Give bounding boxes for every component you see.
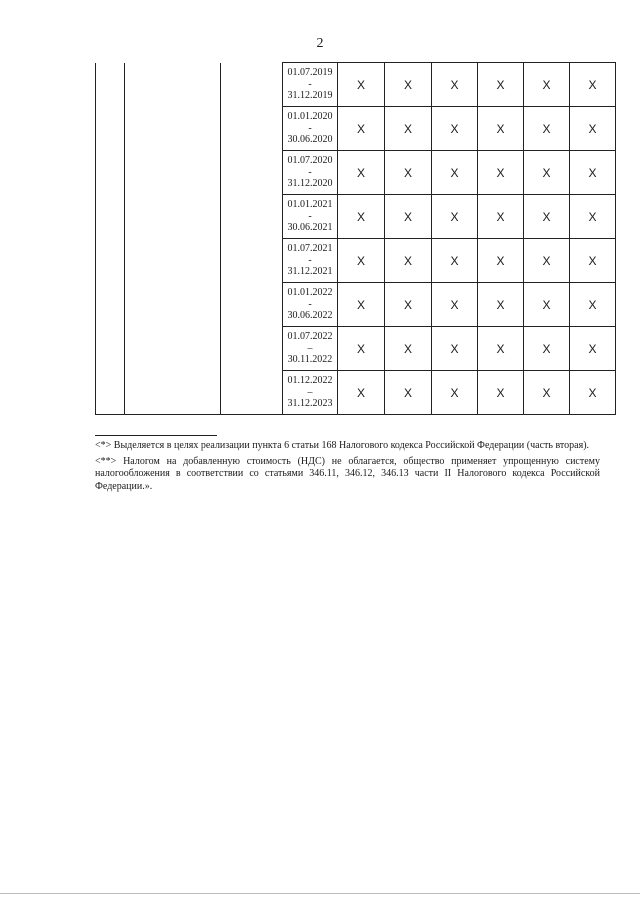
value-cell: X xyxy=(478,151,524,195)
value-cell: X xyxy=(432,63,478,107)
value-cell: X xyxy=(385,283,432,327)
value-cell: X xyxy=(385,151,432,195)
period-line: 01.01.2022 xyxy=(287,287,333,299)
value-cell: X xyxy=(338,195,385,239)
value-cell: X xyxy=(432,239,478,283)
period-cell xyxy=(283,151,338,195)
value-cell: X xyxy=(478,371,524,415)
period-line: 01.12.2022 xyxy=(287,375,333,387)
period-cell xyxy=(283,63,338,107)
value-cell: X xyxy=(524,195,570,239)
period-cell xyxy=(283,327,338,371)
table-row xyxy=(96,63,616,107)
value-cell: X xyxy=(385,63,432,107)
period-line: - xyxy=(308,166,312,178)
footnotes xyxy=(95,440,600,496)
period-line: 01.07.2019 xyxy=(287,67,333,79)
value-cell: X xyxy=(385,371,432,415)
period-line: 31.12.2021 xyxy=(287,266,333,278)
value-cell: X xyxy=(570,239,616,283)
period-line: 31.12.2020 xyxy=(287,178,333,190)
footnote-separator xyxy=(95,435,217,436)
period-line: - xyxy=(308,254,312,266)
period-line: 31.12.2023 xyxy=(287,398,333,410)
value-cell: X xyxy=(432,107,478,151)
value-cell: X xyxy=(385,239,432,283)
value-cell: X xyxy=(385,107,432,151)
period-line: 30.06.2020 xyxy=(287,134,333,146)
value-cell: X xyxy=(524,283,570,327)
period-cell xyxy=(283,195,338,239)
value-cell: X xyxy=(432,195,478,239)
value-cell: X xyxy=(478,283,524,327)
value-cell: X xyxy=(385,195,432,239)
value-cell: X xyxy=(570,371,616,415)
period-cell xyxy=(283,371,338,415)
value-cell: X xyxy=(478,107,524,151)
period-line: – xyxy=(307,386,313,398)
period-line: 01.01.2021 xyxy=(287,199,333,211)
merged-empty-cell xyxy=(125,63,221,415)
period-line: 31.12.2019 xyxy=(287,90,333,102)
value-cell: X xyxy=(524,327,570,371)
period-line: - xyxy=(308,122,312,134)
value-cell: X xyxy=(524,63,570,107)
value-cell: X xyxy=(570,63,616,107)
value-cell: X xyxy=(432,327,478,371)
page-number: 2 xyxy=(316,36,324,51)
value-cell: X xyxy=(432,371,478,415)
value-cell: X xyxy=(338,107,385,151)
value-cell: X xyxy=(570,195,616,239)
tariff-table xyxy=(95,62,616,415)
period-line: 30.11.2022 xyxy=(287,354,333,366)
period-line: 30.06.2022 xyxy=(287,310,333,322)
value-cell: X xyxy=(478,239,524,283)
value-cell: X xyxy=(478,63,524,107)
period-line: – xyxy=(307,342,313,354)
value-cell: X xyxy=(338,283,385,327)
period-cell xyxy=(283,107,338,151)
value-cell: X xyxy=(524,151,570,195)
footnote-2: <**> Налогом на добавленную стоимость (НДС) не облагается, общество применяет упрощенную систему налогообложения в соответствии со статьями 346.11, 346.12, 346.13 части II Налогового кодекса Российской Федерации.». xyxy=(95,455,600,492)
value-cell: X xyxy=(338,239,385,283)
value-cell: X xyxy=(570,151,616,195)
merged-empty-cell xyxy=(221,63,283,415)
period-line: - xyxy=(308,298,312,310)
value-cell: X xyxy=(338,63,385,107)
merged-empty-cell xyxy=(96,63,125,415)
value-cell: X xyxy=(570,283,616,327)
period-line: 01.07.2021 xyxy=(287,243,333,255)
page-bottom-edge xyxy=(0,893,640,894)
period-line: 01.01.2020 xyxy=(287,111,333,123)
value-cell: X xyxy=(432,151,478,195)
value-cell: X xyxy=(478,327,524,371)
footnote-1: <*> Выделяется в целях реализации пункта 6 статьи 168 Налогового кодекса Российской Федерации (часть вторая). xyxy=(95,440,590,451)
value-cell: X xyxy=(570,327,616,371)
period-line: 01.07.2020 xyxy=(287,155,333,167)
value-cell: X xyxy=(432,283,478,327)
value-cell: X xyxy=(570,107,616,151)
value-cell: X xyxy=(338,151,385,195)
value-cell: X xyxy=(385,327,432,371)
period-cell xyxy=(283,283,338,327)
period-cell xyxy=(283,239,338,283)
value-cell: X xyxy=(338,327,385,371)
value-cell: X xyxy=(478,195,524,239)
period-line: - xyxy=(308,78,312,90)
value-cell: X xyxy=(524,371,570,415)
period-line: 01.07.2022 xyxy=(287,331,333,343)
period-line: 30.06.2021 xyxy=(287,222,333,234)
value-cell: X xyxy=(524,239,570,283)
value-cell: X xyxy=(524,107,570,151)
period-line: - xyxy=(308,210,312,222)
value-cell: X xyxy=(338,371,385,415)
